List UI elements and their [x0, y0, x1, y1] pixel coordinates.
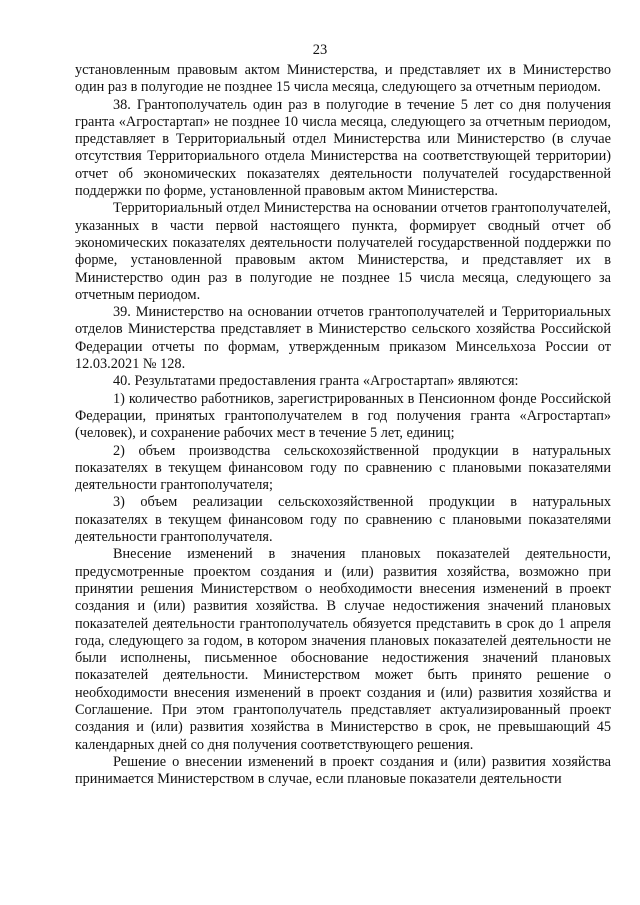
list-item-1: 1) количество работников, зарегистрированных в Пенсионном фонде Российской Федерации, принятых грантополучателем в год получения гранта «Агростартап» (человек), и сохранение рабочих мест в течение 5 лет, единиц; — [75, 390, 611, 442]
paragraph-decision: Решение о внесении изменений в проект создания и (или) развития хозяйства принимается Министерством в случае, если плановые показатели деятельности — [75, 753, 611, 788]
list-item-2: 2) объем производства сельскохозяйственной продукции в натуральных показателях в текущем финансовом году по сравнению с плановыми показателями деятельности грантополучателя; — [75, 442, 611, 494]
paragraph-continuation: установленным правовым актом Министерства, и представляет их в Министерство один раз в полугодие не позднее 15 числа месяца, следующего за отчетным периодом. — [75, 62, 611, 96]
paragraph-item-39: 39. Министерство на основании отчетов грантополучателей и Территориальных отделов Министерства представляет в Министерство сельского хозяйства Российской Федерации отчеты по формам, утвержденным приказом Минсельхоза России от 12.03.2021 № 128. — [75, 304, 611, 373]
paragraph-territorial-office: Территориальный отдел Министерства на основании отчетов грантополучателей, указанных в части первой настоящего пункта, формирует сводный отчет об экономических показателях деятельности получателей государственной поддержки по форме, установленной правовым актом Министерства, и представляет их в Министерство один раз в полугодие не позднее 15 числа месяца, следующего за отчетным периодом. — [75, 200, 611, 303]
paragraph-plan-changes: Внесение изменений в значения плановых показателей деятельности, предусмотренные проектом создания и (или) развития хозяйства, возможно при принятии решения Министерством о необходимости внесения изменений в проект создания и (или) развития хозяйства. В случае недостижения значений плановых показателей деятельности грантополучатель обязуется представить в срок до 1 апреля года, следующего за годом, в котором значения плановых показателей деятельности не были исполнены, письменное обоснование недостижения значений плановых показателей деятельности. Министерством может быть принято решение о необходимости внесения изменений в проект создания и (или) развития хозяйства и Соглашение. При этом грантополучатель представляет актуализированный проект создания и (или) развития хозяйства в Министерство в срок, не превышающий 45 календарных дней со дня получения соответствующего решения. — [75, 546, 611, 753]
document-body — [75, 62, 611, 788]
paragraph-item-40: 40. Результатами предоставления гранта «Агростартап» являются: — [113, 373, 519, 390]
list-item-3: 3) объем реализации сельскохозяйственной продукции в натуральных показателях в текущем финансовом году по сравнению с плановыми показателями деятельности грантополучателя. — [75, 494, 611, 546]
page-number: 23 — [312, 42, 328, 58]
paragraph-item-38: 38. Грантополучатель один раз в полугодие в течение 5 лет со дня получения гранта «Агростартап» не позднее 10 числа месяца, следующего за отчетным периодом, представляет в Территориальный отдел Министерства или Министерство (в случае отсутствия Территориального отдела Министерства на соответствующей территории) отчет об экономических показателях деятельности получателей государственной поддержки по форме, установленной правовым актом Министерства. — [75, 96, 611, 200]
